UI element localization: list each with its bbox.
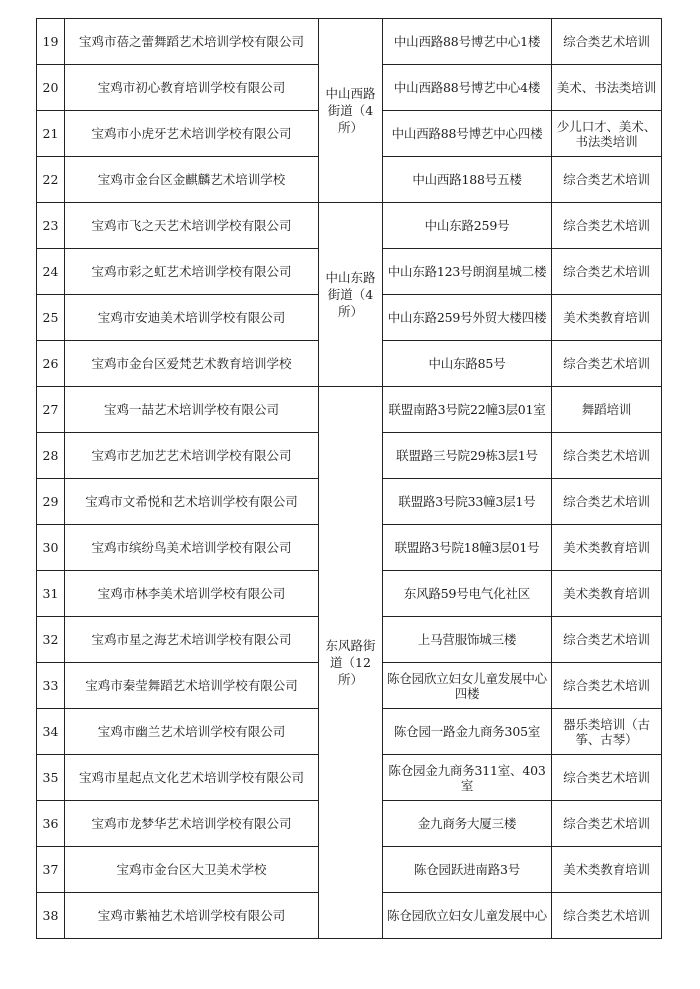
school-address: 联盟路3号院33幢3层1号 <box>383 479 552 525</box>
school-address: 中山西路88号博艺中心4楼 <box>383 65 552 111</box>
table-row <box>37 19 662 65</box>
training-category: 综合类艺术培训 <box>552 893 662 939</box>
row-number: 28 <box>37 433 65 479</box>
training-category: 综合类艺术培训 <box>552 249 662 295</box>
school-name: 宝鸡市金台区爱梵艺术教育培训学校 <box>65 341 319 387</box>
school-address: 陈仓园一路金九商务305室 <box>383 709 552 755</box>
row-number: 37 <box>37 847 65 893</box>
training-category: 舞蹈培训 <box>552 387 662 433</box>
training-category: 美术类教育培训 <box>552 847 662 893</box>
street-group: 东风路街道（12所） <box>319 387 383 939</box>
row-number: 31 <box>37 571 65 617</box>
training-category: 综合类艺术培训 <box>552 433 662 479</box>
training-category: 综合类艺术培训 <box>552 203 662 249</box>
school-address: 联盟路三号院29栋3层1号 <box>383 433 552 479</box>
school-name: 宝鸡一喆艺术培训学校有限公司 <box>65 387 319 433</box>
row-number: 29 <box>37 479 65 525</box>
school-name: 宝鸡市缤纷鸟美术培训学校有限公司 <box>65 525 319 571</box>
table-row <box>37 387 662 433</box>
street-group: 中山东路街道（4所） <box>319 203 383 387</box>
school-name: 宝鸡市幽兰艺术培训学校有限公司 <box>65 709 319 755</box>
row-number: 38 <box>37 893 65 939</box>
school-name: 宝鸡市龙梦华艺术培训学校有限公司 <box>65 801 319 847</box>
school-address: 中山西路88号博艺中心1楼 <box>383 19 552 65</box>
training-category: 综合类艺术培训 <box>552 479 662 525</box>
training-category: 少儿口才、美术、书法类培训 <box>552 111 662 157</box>
row-number: 23 <box>37 203 65 249</box>
row-number: 21 <box>37 111 65 157</box>
training-category: 综合类艺术培训 <box>552 157 662 203</box>
school-address: 上马营服饰城三楼 <box>383 617 552 663</box>
training-category: 综合类艺术培训 <box>552 801 662 847</box>
row-number: 19 <box>37 19 65 65</box>
training-category: 美术类教育培训 <box>552 525 662 571</box>
row-number: 25 <box>37 295 65 341</box>
school-name: 宝鸡市飞之天艺术培训学校有限公司 <box>65 203 319 249</box>
school-name: 宝鸡市金台区金麒麟艺术培训学校 <box>65 157 319 203</box>
school-address: 陈仓园欣立妇女儿童发展中心四楼 <box>383 663 552 709</box>
school-address: 金九商务大厦三楼 <box>383 801 552 847</box>
school-name: 宝鸡市文希悦和艺术培训学校有限公司 <box>65 479 319 525</box>
school-name: 宝鸡市安迪美术培训学校有限公司 <box>65 295 319 341</box>
school-name: 宝鸡市初心教育培训学校有限公司 <box>65 65 319 111</box>
school-name: 宝鸡市星之海艺术培训学校有限公司 <box>65 617 319 663</box>
school-name: 宝鸡市林李美术培训学校有限公司 <box>65 571 319 617</box>
table-row <box>37 203 662 249</box>
training-category: 综合类艺术培训 <box>552 341 662 387</box>
school-address: 联盟南路3号院22幢3层01室 <box>383 387 552 433</box>
school-name: 宝鸡市彩之虹艺术培训学校有限公司 <box>65 249 319 295</box>
school-name: 宝鸡市星起点文化艺术培训学校有限公司 <box>65 755 319 801</box>
school-address: 陈仓园跃进南路3号 <box>383 847 552 893</box>
school-address: 中山西路188号五楼 <box>383 157 552 203</box>
school-name: 宝鸡市金台区大卫美术学校 <box>65 847 319 893</box>
school-address: 中山东路259号 <box>383 203 552 249</box>
training-category: 综合类艺术培训 <box>552 663 662 709</box>
street-group: 中山西路街道（4所） <box>319 19 383 203</box>
training-category: 美术类教育培训 <box>552 295 662 341</box>
school-address: 陈仓园金九商务311室、403室 <box>383 755 552 801</box>
school-name: 宝鸡市小虎牙艺术培训学校有限公司 <box>65 111 319 157</box>
school-name: 宝鸡市秦莹舞蹈艺术培训学校有限公司 <box>65 663 319 709</box>
row-number: 22 <box>37 157 65 203</box>
school-address: 东风路59号电气化社区 <box>383 571 552 617</box>
row-number: 20 <box>37 65 65 111</box>
school-name: 宝鸡市紫袖艺术培训学校有限公司 <box>65 893 319 939</box>
school-name: 宝鸡市蓓之蕾舞蹈艺术培训学校有限公司 <box>65 19 319 65</box>
row-number: 33 <box>37 663 65 709</box>
school-address: 陈仓园欣立妇女儿童发展中心 <box>383 893 552 939</box>
training-category: 综合类艺术培训 <box>552 19 662 65</box>
row-number: 34 <box>37 709 65 755</box>
school-address: 联盟路3号院18幢3层01号 <box>383 525 552 571</box>
training-category: 美术类教育培训 <box>552 571 662 617</box>
row-number: 24 <box>37 249 65 295</box>
school-list-table <box>36 18 662 939</box>
school-address: 中山东路259号外贸大楼四楼 <box>383 295 552 341</box>
training-category: 美术、书法类培训 <box>552 65 662 111</box>
school-address: 中山东路123号朗润星城二楼 <box>383 249 552 295</box>
row-number: 35 <box>37 755 65 801</box>
training-category: 综合类艺术培训 <box>552 617 662 663</box>
row-number: 30 <box>37 525 65 571</box>
row-number: 32 <box>37 617 65 663</box>
school-name: 宝鸡市艺加艺艺术培训学校有限公司 <box>65 433 319 479</box>
row-number: 26 <box>37 341 65 387</box>
training-category: 器乐类培训（古筝、古琴） <box>552 709 662 755</box>
school-address: 中山西路88号博艺中心四楼 <box>383 111 552 157</box>
row-number: 27 <box>37 387 65 433</box>
row-number: 36 <box>37 801 65 847</box>
school-address: 中山东路85号 <box>383 341 552 387</box>
training-category: 综合类艺术培训 <box>552 755 662 801</box>
